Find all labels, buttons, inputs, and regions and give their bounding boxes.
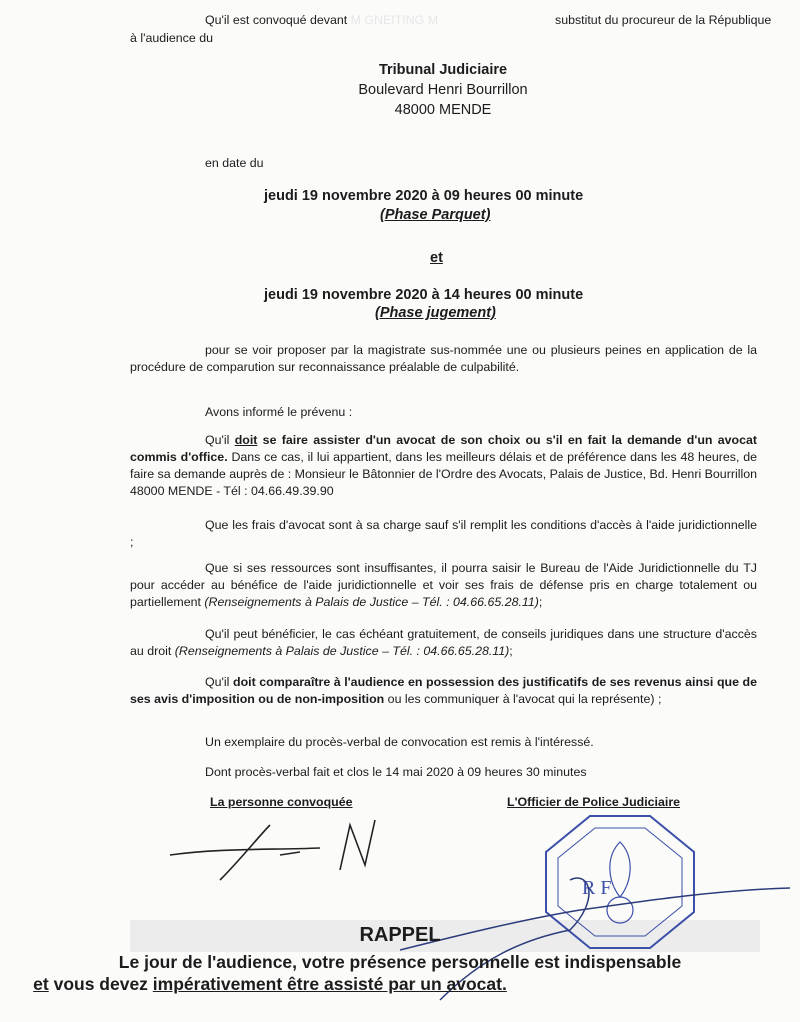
rappel-line2: et vous devez impérativement être assisté par un avocat. (33, 974, 507, 994)
court-city: 48000 MENDE (394, 102, 492, 118)
paragraph-advice: Qu'il peut bénéficier, le cas échéant gratuitement, de conseils juridiques dans une structure d'accès au droit (Renseignements à Palais de Justice – Tél. : 04.66.65.28.11); (130, 627, 757, 658)
redacted-name: M GNEITING M (350, 13, 439, 27)
rappel-title: RAPPEL (359, 924, 441, 946)
paragraph-legal-aid: Que si ses ressources sont insuffisantes, il pourra saisir le Bureau de l'Aide Juridictionnelle du TJ pour accéder au bénéfice de l'aide juridictionnelle et voir ses frais de défense pris en charge totalement ou partiellement (Renseignements à Palais de Justice – Tél. : 04.66.65.28.11); (130, 561, 757, 609)
paragraph-fees: Que les frais d'avocat sont à sa charge sauf s'il remplit les conditions d'accès à l'aide juridictionnelle ; (130, 518, 757, 549)
signature-convoked (160, 800, 420, 900)
signature-label-officer: L'Officier de Police Judiciaire (507, 795, 681, 809)
rappel-line1: Le jour de l'audience, votre présence personnelle est indispensable (118, 952, 682, 972)
hearing1-date: jeudi 19 novembre 2020 à 09 heures 00 minute (264, 188, 584, 204)
court-name: Tribunal Judiciaire (378, 62, 508, 78)
hearing2-date: jeudi 19 novembre 2020 à 14 heures 00 minute (264, 287, 584, 303)
convoque-text: Qu'il est convoqué devant (205, 13, 348, 27)
convocation-line (205, 12, 438, 29)
copy-note: Un exemplaire du procès-verbal de convocation est remis à l'intéressé. (205, 735, 594, 749)
audience-text: à l'audience du (130, 31, 213, 45)
paragraph-lawyer: Qu'il doit se faire assister d'un avocat de son choix ou s'il en fait la demande d'un avocat commis d'office. Dans ce cas, il lui appartient, dans les meilleurs délais et de préférence dans les 48 heures, de faire sa demande auprès de : Monsieur le Bâtonnier de l'Ordre des Avocats, Palais de Justice, Bd. Henri Bourrillon 48000 MENDE - Tél : 04.66.49.39.90 (130, 433, 757, 498)
connector-et: et (430, 250, 443, 266)
purpose-paragraph: pour se voir proposer par la magistrate sus-nommée une ou plusieurs peines en application de la procédure de comparution sur reconnaissance préalable de culpabilité. (130, 343, 757, 374)
substitut-text: substitut du procureur de la République (555, 13, 772, 27)
court-street: Boulevard Henri Bourrillon (358, 82, 528, 98)
date-intro: en date du (205, 156, 264, 170)
stamp-initials: R F (582, 877, 612, 899)
hearing1-phase: (Phase Parquet) (380, 207, 491, 223)
signature-label-convoked: La personne convoquée (210, 795, 353, 809)
informed-text: Avons informé le prévenu : (205, 405, 353, 419)
hearing2-phase: (Phase jugement) (375, 305, 496, 321)
closing-text: Dont procès-verbal fait et clos le 14 mai 2020 à 09 heures 30 minutes (205, 765, 587, 779)
paragraph-documents: Qu'il doit comparaître à l'audience en possession des justificatifs de ses revenus ainsi que de ses avis d'imposition ou de non-imposition ou les communiquer à l'avocat qui la représente) ; (130, 675, 758, 706)
court-address (343, 60, 543, 120)
